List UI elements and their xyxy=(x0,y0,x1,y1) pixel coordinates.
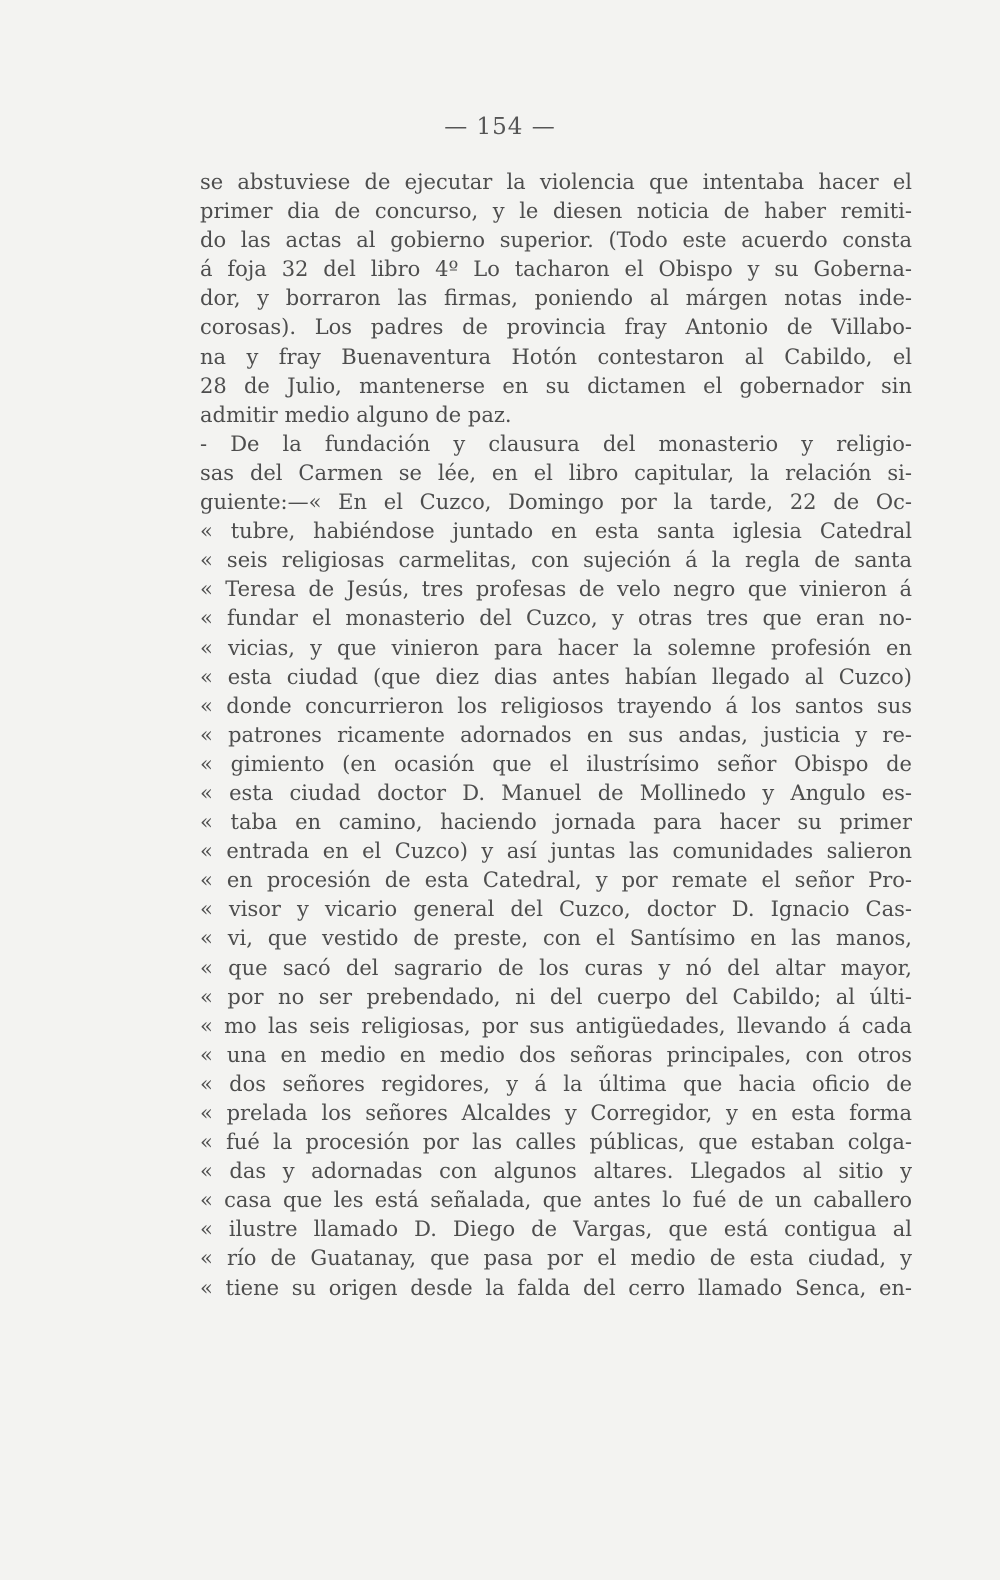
body-text xyxy=(200,168,912,1303)
text-line: « entrada en el Cuzco) y así juntas las comunidades salieron xyxy=(200,839,912,864)
page-number: — 154 — xyxy=(444,114,556,140)
text-line: se abstuviese de ejecutar la violencia que intentaba hacer el xyxy=(200,170,912,194)
text-line: admitir medio alguno de paz. xyxy=(200,402,512,427)
text-line: « esta ciudad doctor D. Manuel de Mollinedo y Angulo es- xyxy=(200,780,912,805)
text-line: guiente:—« En el Cuzco, Domingo por la tarde, 22 de Oc- xyxy=(200,490,912,515)
text-line: « prelada los señores Alcaldes y Corregidor, y en esta forma xyxy=(200,1101,912,1125)
text-line: « que sacó del sagrario de los curas y nó del altar mayor, xyxy=(200,955,912,980)
text-line: « mo las seis religiosas, por sus antigüedades, llevando á cada xyxy=(200,1013,912,1038)
text-line: « taba en camino, haciendo jornada para hacer su primer xyxy=(200,810,912,835)
text-line: « vi, que vestido de preste, con el Santísimo en las manos, xyxy=(200,926,912,951)
text-line: « visor y vicario general del Cuzco, doctor D. Ignacio Cas- xyxy=(200,897,912,922)
text-line: « una en medio en medio dos señoras principales, con otros xyxy=(200,1042,912,1067)
text-line: á foja 32 del libro 4º Lo tacharon el Obispo y su Goberna- xyxy=(200,257,912,282)
text-line: « das y adornadas con algunos altares. Llegados al sitio y xyxy=(200,1159,912,1184)
text-line: « dos señores regidores, y á la última que hacia oficio de xyxy=(200,1071,912,1096)
text-line: « río de Guatanay, que pasa por el medio de esta ciudad, y xyxy=(200,1246,912,1271)
text-line: « por no ser prebendado, ni del cuerpo del Cabildo; al últi- xyxy=(200,984,912,1009)
text-line: « casa que les está señalada, que antes lo fué de un caballero xyxy=(200,1188,912,1213)
text-line: « Teresa de Jesús, tres profesas de velo negro que vinieron á xyxy=(200,577,912,602)
text-line: « donde concurrieron los religiosos trayendo á los santos sus xyxy=(200,693,912,718)
text-line: « tubre, habiéndose juntado en esta santa iglesia Catedral xyxy=(200,519,912,544)
text-line: primer dia de concurso, y le diesen noticia de haber remiti- xyxy=(200,199,912,224)
text-line: « fué la procesión por las calles públicas, que estaban colga- xyxy=(200,1130,912,1155)
text-line: « seis religiosas carmelitas, con sujeción á la regla de santa xyxy=(200,548,912,573)
text-line: « fundar el monasterio del Cuzco, y otras tres que eran no- xyxy=(200,606,912,631)
text-line: « esta ciudad (que diez dias antes habían llegado al Cuzco) xyxy=(200,664,912,689)
text-line: 28 de Julio, mantenerse en su dictamen el gobernador sin xyxy=(200,373,912,398)
text-line: corosas). Los padres de provincia fray Antonio de Villabo- xyxy=(200,315,912,340)
text-line: « patrones ricamente adornados en sus andas, justicia y re- xyxy=(200,722,912,747)
text-line: na y fray Buenaventura Hotón contestaron al Cabildo, el xyxy=(200,344,912,369)
text-line: - De la fundación y clausura del monasterio y religio- xyxy=(200,431,912,456)
text-line: « vicias, y que vinieron para hacer la solemne profesión en xyxy=(200,635,912,660)
text-line: « gimiento (en ocasión que el ilustrísimo señor Obispo de xyxy=(200,751,912,776)
text-line: « tiene su origen desde la falda del cerro llamado Senca, en- xyxy=(200,1275,912,1300)
text-line: sas del Carmen se lée, en el libro capitular, la relación si- xyxy=(200,460,912,485)
text-line: do las actas al gobierno superior. (Todo este acuerdo consta xyxy=(200,228,912,253)
text-line: « ilustre llamado D. Diego de Vargas, que está contigua al xyxy=(200,1217,912,1242)
text-line: dor, y borraron las firmas, poniendo al márgen notas inde- xyxy=(200,286,912,311)
text-line: « en procesión de esta Catedral, y por remate el señor Pro- xyxy=(200,868,912,893)
